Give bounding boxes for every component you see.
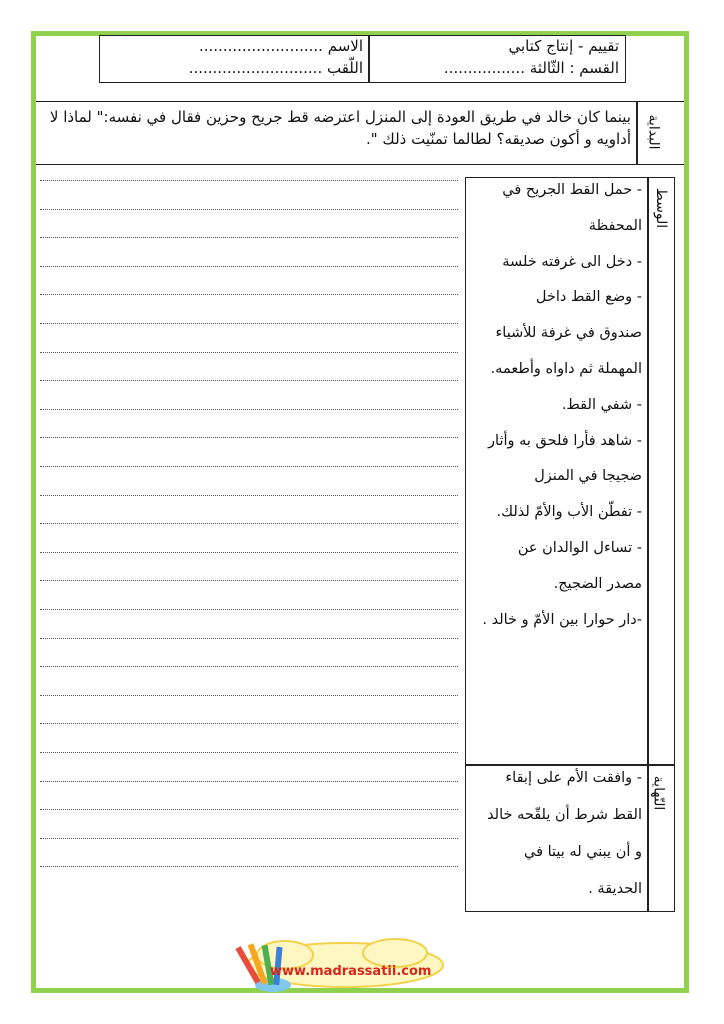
ending-box bbox=[465, 765, 675, 912]
surname-field: اللّقب ............................ bbox=[188, 59, 363, 77]
middle-item: - تفطّن الأب والأمّ لذلك. bbox=[496, 504, 642, 521]
writing-line[interactable] bbox=[40, 380, 458, 381]
ending-label: النّهاية bbox=[650, 775, 667, 811]
name-field: الاسم .......................... bbox=[198, 37, 363, 55]
writing-line[interactable] bbox=[40, 666, 458, 667]
middle-item: المحفظة bbox=[588, 217, 642, 234]
writing-line[interactable] bbox=[40, 323, 458, 324]
middle-item: ضجيجا في المنزل bbox=[534, 468, 642, 485]
middle-item: مصدر الضجيج. bbox=[553, 575, 642, 592]
writing-line[interactable] bbox=[40, 495, 458, 496]
writing-line[interactable] bbox=[40, 580, 458, 581]
writing-line[interactable] bbox=[40, 723, 458, 724]
website-link[interactable]: www.madrassatii.com bbox=[270, 964, 432, 979]
middle-item: - دخل الى غرفته خلسة bbox=[502, 253, 642, 270]
beginning-section bbox=[36, 101, 684, 165]
middle-item: صندوق في غرفة للأشياء bbox=[495, 325, 642, 342]
ending-item: الحديقة . bbox=[588, 881, 642, 897]
writing-line[interactable] bbox=[40, 781, 458, 782]
beginning-text: بينما كان خالد في طريق العودة إلى المنزل اعترضه قط جريح وحزين فقال في نفسه:" لماذا لا أداويه و أكون صديقه؟ لطالما تمنّيت ذلك ". bbox=[49, 108, 631, 148]
ending-item: - وافقت الأم على إبقاء bbox=[505, 770, 642, 786]
writing-line[interactable] bbox=[40, 866, 458, 867]
middle-item: - شفي القط. bbox=[561, 396, 642, 413]
header-divider bbox=[368, 36, 370, 82]
writing-line[interactable] bbox=[40, 695, 458, 696]
writing-line[interactable] bbox=[40, 209, 458, 210]
beginning-divider bbox=[636, 102, 638, 164]
writing-line[interactable] bbox=[40, 552, 458, 553]
beginning-label: البداية bbox=[645, 114, 662, 150]
middle-label: الوسط bbox=[653, 187, 670, 229]
writing-line[interactable] bbox=[40, 752, 458, 753]
writing-line[interactable] bbox=[40, 809, 458, 810]
middle-item: -دار حوارا بين الأمّ و خالد . bbox=[482, 611, 642, 628]
middle-item: - وضع القط داخل bbox=[535, 289, 642, 306]
class-field: القسم : الثّالثة ................. bbox=[443, 59, 619, 77]
middle-item: - تساءل الوالدان عن bbox=[517, 540, 642, 556]
writing-line[interactable] bbox=[40, 237, 458, 238]
writing-line[interactable] bbox=[40, 294, 458, 295]
middle-item: المهملة ثم داواه وأطعمه. bbox=[490, 361, 642, 377]
writing-line[interactable] bbox=[40, 180, 458, 181]
writing-line[interactable] bbox=[40, 409, 458, 410]
writing-line[interactable] bbox=[40, 266, 458, 267]
eval-title: تقييم - إنتاج كتابي bbox=[508, 37, 619, 55]
writing-line[interactable] bbox=[40, 523, 458, 524]
middle-item: - شاهد فأرا فلحق به وأثار bbox=[488, 432, 642, 449]
writing-line[interactable] bbox=[40, 638, 458, 639]
middle-item: - حمل القط الجريح في bbox=[502, 182, 642, 198]
ending-item: و أن يبني له بيتا في bbox=[523, 844, 642, 860]
writing-line[interactable] bbox=[40, 838, 458, 839]
writing-line[interactable] bbox=[40, 437, 458, 438]
header-box bbox=[99, 35, 626, 83]
writing-line[interactable] bbox=[40, 609, 458, 610]
writing-line[interactable] bbox=[40, 352, 458, 353]
ending-item: القط شرط أن يلقّحه خالد bbox=[487, 807, 642, 823]
writing-line[interactable] bbox=[40, 466, 458, 467]
